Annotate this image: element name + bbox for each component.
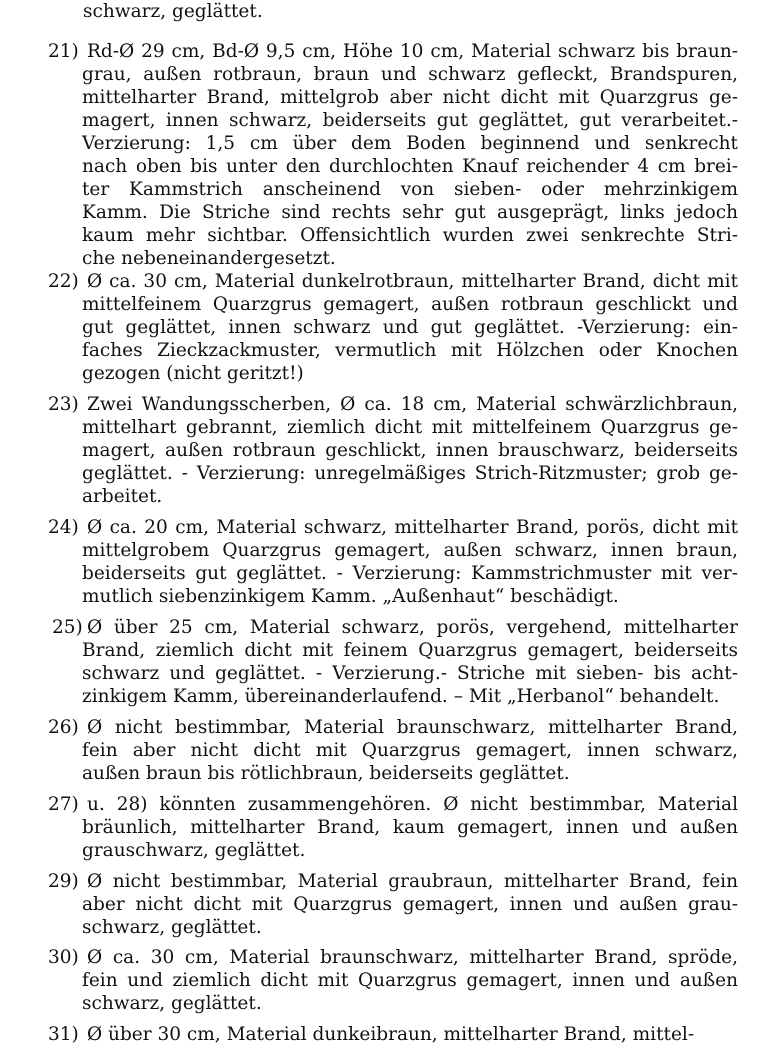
entry-line: fein aber nicht dicht mit Quarzgrus gemagert, innen schwarz, — [82, 740, 738, 761]
entry-line: Brand, ziemlich dicht mit feinem Quarzgrus gemagert, beiderseits — [82, 640, 738, 661]
entry-text — [82, 516, 738, 608]
entry-line: fein und ziemlich dicht mit Quarzgrus gemagert, innen und außen — [82, 970, 738, 991]
entry-line: Ø über 30 cm, Material dunkeibraun, mittelharter Brand, mittel- — [87, 1024, 695, 1045]
entry-number: 23) — [48, 394, 79, 415]
entry-number: 29) — [48, 871, 79, 892]
entry-line: kaum mehr sichtbar. Offensichtlich wurden zwei senkrechte Stri- — [82, 225, 738, 246]
entry-line: schwarz und geglättet. - Verzierung.- Striche mit sieben- bis acht- — [82, 663, 738, 684]
continuation-text: schwarz, geglättet. — [83, 1, 263, 22]
entry-text — [82, 616, 738, 708]
entry-line: nach oben bis unter den durchlochten Knauf reichender 4 cm brei- — [82, 156, 738, 177]
entry-line: Rd-Ø 29 cm, Bd-Ø 9,5 cm, Höhe 10 cm, Material schwarz bis braun- — [87, 41, 738, 62]
entry-number: 30) — [48, 947, 79, 968]
entry-line: beiderseits gut geglättet. - Verzierung: Kammstrichmuster mit ver- — [82, 563, 738, 584]
entry-line: mittelfeinem Quarzgrus gemagert, außen rotbraun geschlickt und — [82, 294, 738, 315]
entry-line: arbeitet. — [82, 486, 163, 507]
entry-line: zinkigem Kamm, übereinanderlaufend. – Mit „Herbanol“ behandelt. — [82, 686, 720, 707]
entry-line: Ø ca. 30 cm, Material braunschwarz, mittelharter Brand, spröde, — [87, 947, 738, 968]
entry-text — [82, 40, 738, 270]
entry-text — [82, 393, 738, 508]
entry-line: geglättet. - Verzierung: unregelmäßiges Strich-Ritzmuster; grob ge- — [82, 463, 738, 484]
entry-line: Ø nicht bestimmbar, Material braunschwarz, mittelharter Brand, — [87, 717, 738, 738]
entry-line: außen braun bis rötlichbraun, beiderseits geglättet. — [82, 763, 570, 784]
entry-line: Kamm. Die Striche sind rechts sehr gut ausgeprägt, links jedoch — [82, 202, 738, 223]
entry-number: 25) — [52, 617, 83, 638]
entry-line: Ø nicht bestimmbar, Material graubraun, mittelharter Brand, fein — [87, 871, 738, 892]
entry-line: u. 28) könnten zusammengehören. Ø nicht bestimmbar, Material — [87, 794, 738, 815]
entry-line: mutlich siebenzinkigem Kamm. „Außenhaut“ beschädigt. — [82, 586, 619, 607]
entry-line: faches Zieckzackmuster, vermutlich mit Hölzchen oder Knochen — [82, 340, 738, 361]
entry-number: 24) — [48, 517, 79, 538]
entry-text — [82, 870, 738, 939]
entry-line: gezogen (nicht geritzt!) — [82, 363, 304, 384]
entry-text — [82, 1023, 738, 1046]
entry-line: bräunlich, mittelharter Brand, kaum gemagert, innen und außen — [82, 817, 738, 838]
entry-line: magert, außen rotbraun geschlickt, innen brauschwarz, beiderseits — [82, 440, 738, 461]
entry-text — [82, 270, 738, 385]
entry-line: ter Kammstrich anscheinend von sieben- oder mehrzinkigem — [82, 179, 738, 200]
entry-line: grau, außen rotbraun, braun und schwarz gefleckt, Brandspuren, — [82, 64, 738, 85]
entry-line: Ø ca. 30 cm, Material dunkelrotbraun, mittelharter Brand, dicht mit — [87, 271, 738, 292]
entry-line: Verzierung: 1,5 cm über dem Boden beginnend und senkrecht — [82, 133, 738, 154]
entry-line: schwarz, geglättet. — [82, 917, 262, 938]
entry-number: 21) — [48, 41, 79, 62]
entry-line: mittelgrobem Quarzgrus gemagert, außen schwarz, innen braun, — [82, 540, 738, 561]
entry-line: Zwei Wandungsscherben, Ø ca. 18 cm, Material schwärzlichbraun, — [87, 394, 738, 415]
entry-line: gut geglättet, innen schwarz und gut geglättet. -Verzierung: ein- — [82, 317, 738, 338]
entry-text — [82, 716, 738, 785]
entry-line: mittelharter Brand, mittelgrob aber nicht dicht mit Quarzgrus ge- — [82, 87, 738, 108]
entry-number: 31) — [48, 1024, 79, 1045]
entry-line: che nebeneinandergesetzt. — [82, 248, 336, 269]
entry-text — [82, 946, 738, 1015]
entry-line: Ø über 25 cm, Material schwarz, porös, vergehend, mittelharter — [87, 617, 738, 638]
entry-number: 26) — [48, 717, 79, 738]
entry-line: grauschwarz, geglättet. — [82, 840, 306, 861]
entry-line: Ø ca. 20 cm, Material schwarz, mittelharter Brand, porös, dicht mit — [87, 517, 738, 538]
entry-line: mittelhart gebrannt, ziemlich dicht mit mittelfeinem Quarzgrus ge- — [82, 417, 738, 438]
entry-line: schwarz, geglättet. — [82, 993, 262, 1014]
entry-line: aber nicht dicht mit Quarzgrus gemagert, innen und außen grau- — [82, 894, 738, 915]
entry-number: 27) — [48, 794, 79, 815]
entry-text — [82, 793, 738, 862]
entry-number: 22) — [48, 271, 79, 292]
entry-line: magert, innen schwarz, beiderseits gut geglättet, gut verarbeitet.- — [82, 110, 738, 131]
